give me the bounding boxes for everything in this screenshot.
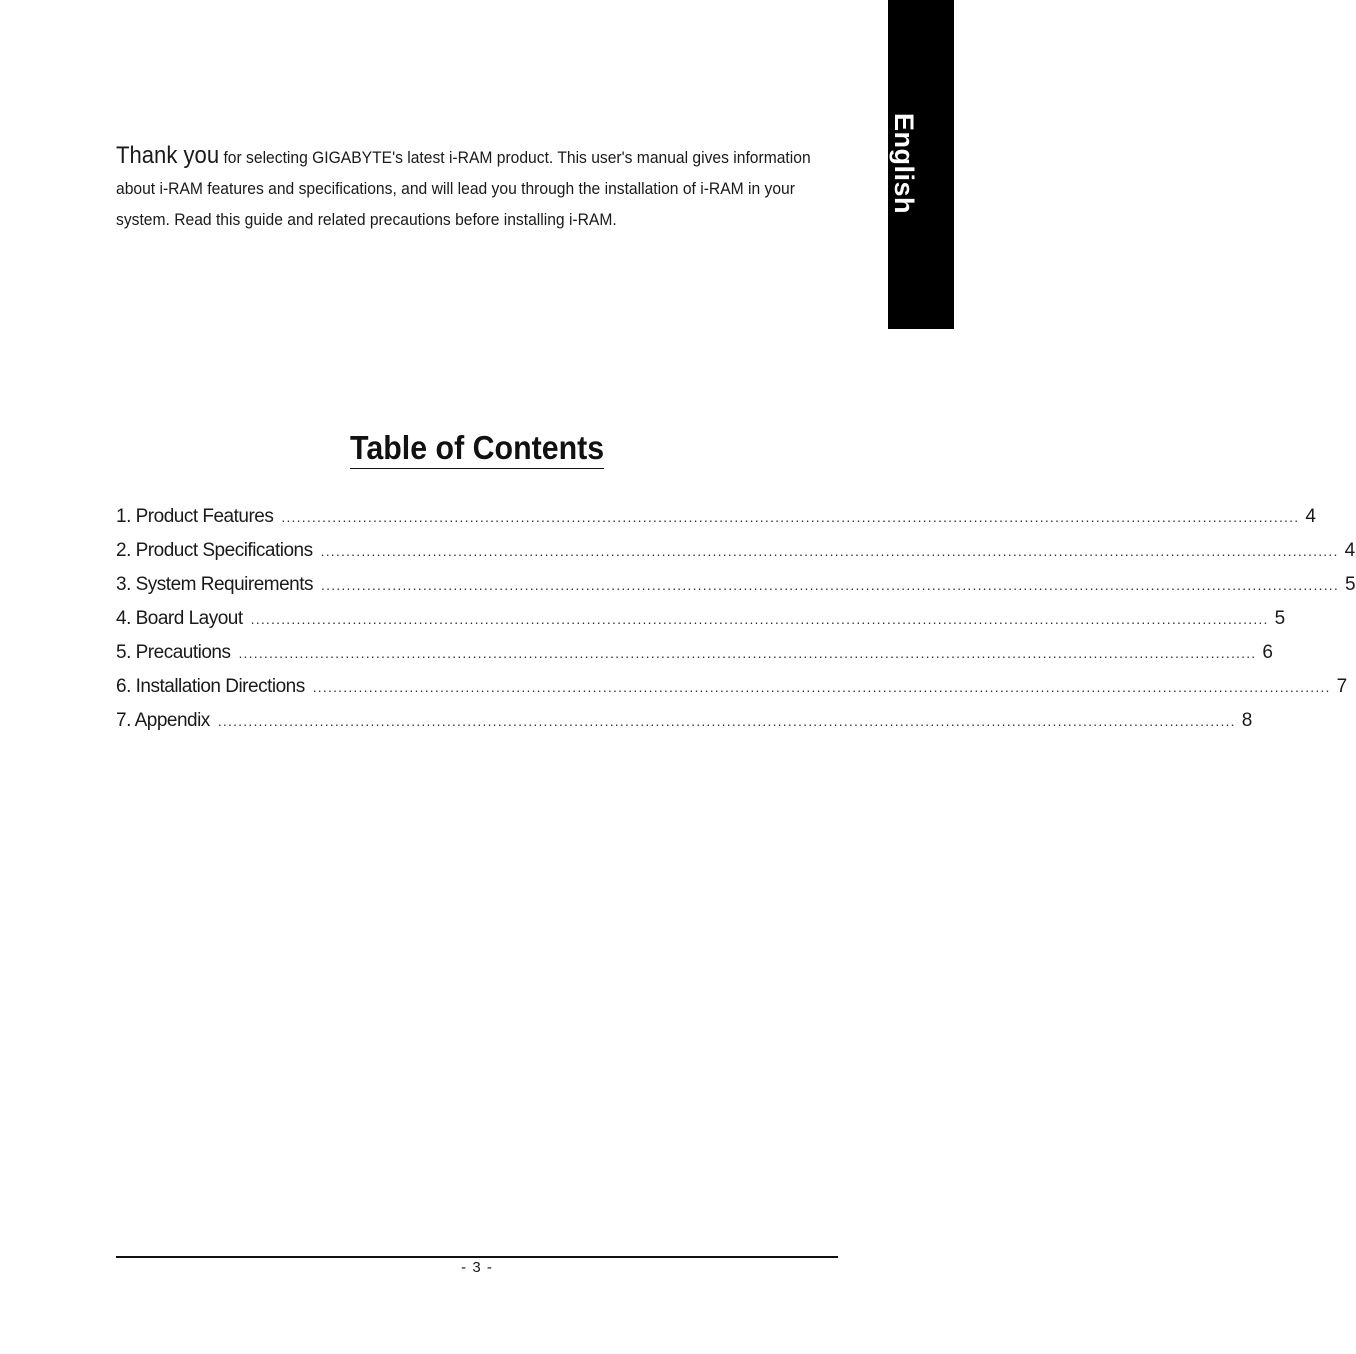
language-tab-label: English xyxy=(889,113,919,215)
toc-title-text: Table of Contents xyxy=(350,428,604,469)
intro-lead: Thank you xyxy=(116,142,220,169)
toc-leader-dots: ........................................................................................................................................................................................................ xyxy=(217,713,1236,729)
intro-paragraph xyxy=(116,140,822,235)
toc-entry-label: 2. Product Specifications xyxy=(116,540,313,561)
toc-entry-label: 1. Product Features xyxy=(116,506,274,527)
toc-leader-dots: ........................................................................................................................................................................................................ xyxy=(281,509,1300,525)
toc-entry-system-requirements[interactable] xyxy=(116,568,1356,602)
toc-entry-precautions[interactable] xyxy=(116,636,1273,670)
toc-entry-page: 4 xyxy=(1344,540,1356,561)
toc-list xyxy=(116,500,1356,738)
toc-leader-dots: ........................................................................................................................................................................................................ xyxy=(321,577,1339,593)
toc-entry-label: 3. System Requirements xyxy=(116,574,314,595)
toc-leader-dots: ........................................................................................................................................................................................................ xyxy=(238,645,1257,661)
intro-body: for selecting GIGABYTE's latest i-RAM product. This user's manual gives information about i-RAM features and specifications, and will lead you through the installation of i-RAM in your system. Read this guide and related precautions before installing i-RAM. xyxy=(116,148,811,229)
toc-leader-dots: ........................................................................................................................................................................................................ xyxy=(312,679,1331,695)
toc-title xyxy=(0,428,954,469)
toc-entry-board-layout[interactable] xyxy=(116,602,1286,636)
toc-entry-page: 8 xyxy=(1241,710,1253,731)
toc-entry-page: 6 xyxy=(1262,642,1273,663)
toc-entry-label: 7. Appendix xyxy=(116,710,210,731)
toc-entry-page: 7 xyxy=(1336,676,1348,697)
toc-entry-appendix[interactable] xyxy=(116,704,1253,738)
toc-entry-installation-directions[interactable] xyxy=(116,670,1348,704)
toc-entry-page: 5 xyxy=(1274,608,1286,629)
toc-entry-label: 6. Installation Directions xyxy=(116,676,305,697)
toc-entry-page: 4 xyxy=(1305,506,1316,527)
toc-entry-page: 5 xyxy=(1344,574,1356,595)
toc-leader-dots: ........................................................................................................................................................................................................ xyxy=(250,611,1269,627)
toc-leader-dots: ........................................................................................................................................................................................................ xyxy=(320,543,1339,559)
toc-entry-label: 5. Precautions xyxy=(116,642,231,663)
toc-entry-product-specifications[interactable] xyxy=(116,534,1356,568)
toc-entry-product-features[interactable] xyxy=(116,500,1316,534)
toc-entry-label: 4. Board Layout xyxy=(116,608,243,629)
page-number: - 3 - xyxy=(461,1259,493,1276)
